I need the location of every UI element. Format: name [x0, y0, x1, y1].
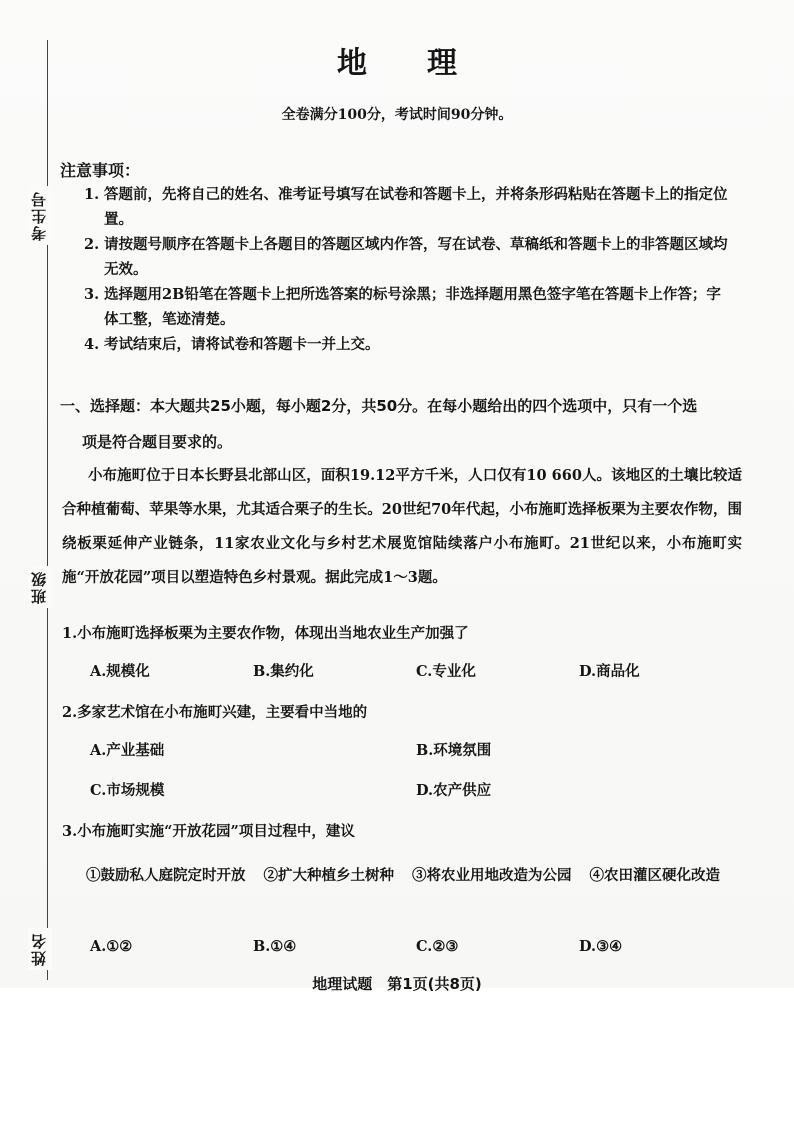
- exam-info: 全卷满分100分，考试时间90分钟。: [281, 107, 513, 123]
- notice-item-text: 选择题用2B铅笔在答题卡上把所选答案的标号涂黑；非选择题用黑色签字笔在答题卡上作答；字体工整，笔迹清楚。: [104, 286, 721, 328]
- notice-item-text: 请按题号顺序在答题卡上各题目的答题区域内作答，写在试卷、草稿纸和答题卡上的非答题区域均无效。: [104, 236, 728, 278]
- question-2-options-row: [62, 739, 742, 760]
- page-title: 地 理: [337, 46, 457, 81]
- question-3-options: [62, 938, 742, 955]
- option-c: C.专业化: [416, 663, 476, 680]
- question-1-options: [62, 660, 742, 681]
- option-d: D.商品化: [579, 663, 640, 680]
- statement-3: ③将农业用地改造为公园: [412, 867, 572, 884]
- question-1-stem: 1.小布施町选择板栗为主要农作物，体现出当地农业生产加强了: [62, 625, 469, 642]
- option-a: A.产业基础: [90, 742, 165, 759]
- notice-item-number: 3.: [84, 286, 100, 303]
- notice-item: [84, 332, 734, 357]
- notice-item-text: 考试结束后，请将试卷和答题卡一并上交。: [104, 336, 380, 353]
- notice-list: [84, 182, 734, 357]
- notice-heading: 注意事项：: [60, 161, 141, 180]
- question-3-stem: 3.小布施町实施“开放花园”项目过程中，建议: [62, 823, 355, 840]
- binding-line: [47, 40, 48, 980]
- name-label: 姓名: [28, 928, 52, 970]
- question-2-stem: 2.多家艺术馆在小布施町兴建，主要看中当地的: [62, 704, 368, 721]
- notice-item-text: 答题前，先将自己的姓名、准考证号填写在试卷和答题卡上，并将条形码粘贴在答题卡上的指定位置。: [104, 186, 728, 228]
- statement-4: ④农田灌区硬化改造: [589, 867, 720, 884]
- option-c: C.市场规模: [90, 782, 165, 799]
- option-a: A.规模化: [90, 663, 150, 680]
- page-footer: 地理试题 第1页(共8页): [312, 975, 482, 993]
- option-d: D.③④: [579, 938, 623, 955]
- option-b: B.集约化: [253, 663, 314, 680]
- notice-item-number: 1.: [84, 186, 100, 203]
- option-c: C.②③: [416, 938, 459, 955]
- notice-item: [84, 232, 734, 282]
- option-d: D.农产供应: [416, 782, 492, 799]
- question-3-statements: [62, 857, 742, 895]
- notice-item-number: 2.: [84, 236, 100, 253]
- statement-2: ②扩大种植乡土树种: [263, 867, 394, 884]
- option-b: B.①④: [253, 938, 297, 955]
- option-b: B.环境氛围: [416, 742, 492, 759]
- section-heading: [60, 388, 740, 460]
- section-heading-line: 一、选择题：本大题共25小题，每小题2分，共50分。在每小题给出的四个选项中，只有一个选: [60, 397, 698, 415]
- section-heading-line: 项是符合题目要求的。: [82, 433, 233, 451]
- question-2-options-row: [62, 779, 742, 800]
- statement-1: ①鼓励私人庭院定时开放: [86, 867, 246, 884]
- notice-item-number: 4.: [84, 336, 100, 353]
- class-label: 班级: [28, 566, 52, 608]
- notice-item: [84, 182, 734, 232]
- exam-number-label: 考生号: [28, 186, 52, 245]
- option-a: A.①②: [90, 938, 133, 955]
- reading-material: 小布施町位于日本长野县北部山区，面积19.12平方千米，人口仅有10 660人。该地区的土壤比较适合种植葡萄、苹果等水果，尤其适合栗子的生长。20世纪70年代起，小布施町选择板栗为主要农作物，围绕板栗延伸产业链条，11家农业文化与乡村艺术展览馆陆续落户小布施町。21世纪以来，小布施町实施“开放花园”项目以塑造特色乡村景观。据此完成1～3题。: [62, 467, 742, 586]
- notice-item: [84, 282, 734, 332]
